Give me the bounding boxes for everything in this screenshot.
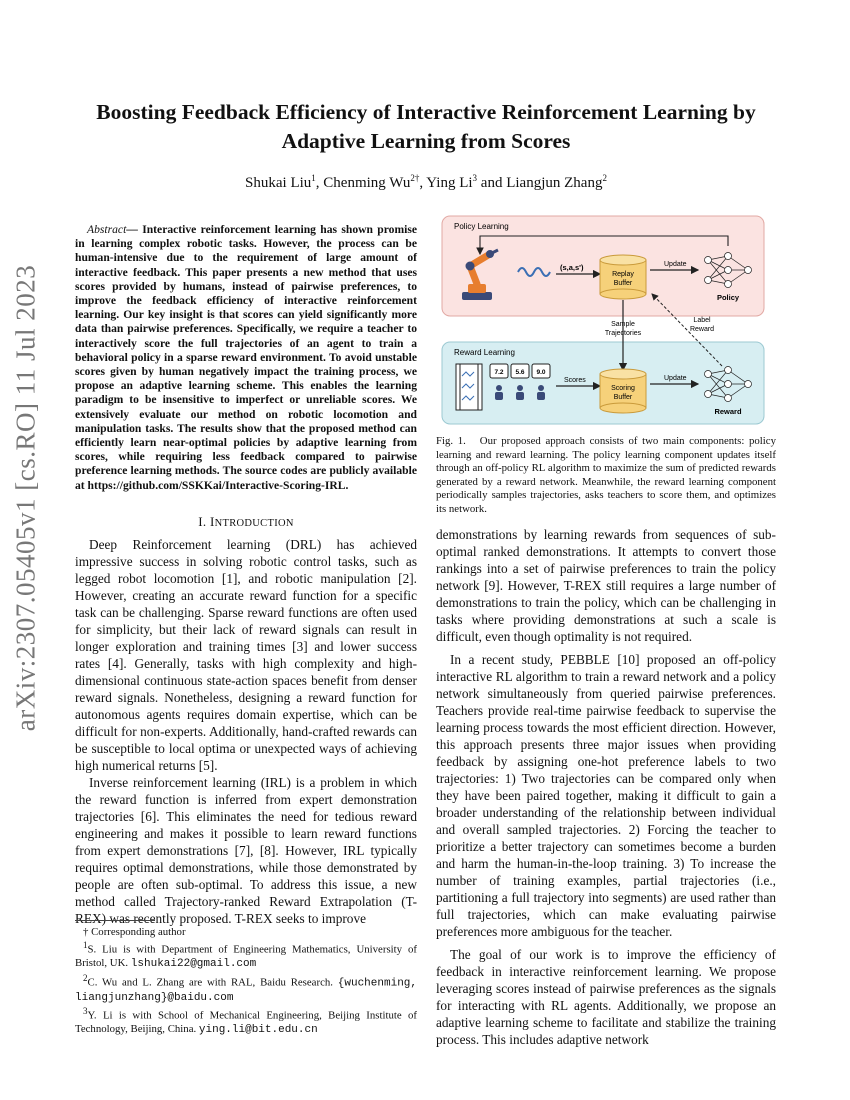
paragraph: demonstrations by learning rewards from sequences of sub-optimal ranked demonstrations. It attempts to convert those rankings into a set of pairwise preferences to train the policy network [9]. However, T-REX still requires a large number of demonstrations to train the policy, which can be challenging in tasks where providing demonstrations at such a scale is difficult, even though optimality is not required.	[436, 527, 776, 644]
policy-label: Policy	[716, 293, 740, 302]
scoring-buffer-label: Buffer	[613, 394, 633, 401]
email: {wuchenming, liangjunzhang}@baidu.com	[75, 977, 417, 1004]
abstract-label: Abstract	[87, 223, 127, 236]
update-label: Update	[664, 261, 687, 268]
score-value: 7.2	[494, 369, 504, 376]
score-value: 9.0	[536, 369, 546, 376]
footnote: $^3$Y. Li is with School of Mechanical Engineering, Beijing Institute of Technology, Beijing, China. ying.li@bit.edu.cn	[75, 1006, 417, 1037]
arxiv-identifier	[4, 264, 48, 732]
paragraph: Deep Reinforcement learning (DRL) has achieved impressive success in solving robotic control tasks, such as legged robot locomotion [1], and robotic manipulation [2]. However, creating an accurate reward function for a specific task can be challenging. Sparse reward functions are often used for simplicity, but their lack of reward signals can result in longer exploration and training times [3] and lower success rates [4]. Generally, tasks with high complexity and high-dimensional continuous state-action spaces benefit from denser reward signals. Nonetheless, designing a reward function for autonomous agents requires domain expertise, which can be difficult for non-experts. Additionally, hand-crafted rewards can be susceptible to local optima or unexpected ways of achieving high numerical returns [5].	[75, 537, 417, 773]
trajectory-filmstrip-icon	[456, 364, 482, 410]
score-value: 5.6	[515, 369, 525, 376]
caption-label: Fig. 1.	[436, 435, 466, 447]
left-column-body	[75, 536, 417, 927]
author-name: Chenming Wu	[323, 175, 411, 191]
paper-title: Boosting Feedback Efficiency of Interactive Reinforcement Learning by Adaptive Learning from Scores	[96, 100, 756, 153]
replay-buffer-label: Replay	[612, 271, 634, 278]
figure-1	[440, 214, 768, 426]
caption-text: Our proposed approach consists of two main components: policy learning and reward learning. The policy learning component updates itself through an off-policy RL algorithm to maximize the sum of predicted rewards generated by a reward network. Meanwhile, the reward learning component periodically samples trajectories, asks teachers to score them, and optimizes its network.	[436, 435, 776, 515]
reward-learning-label: Reward Learning	[454, 348, 515, 357]
author-name: Liangjun Zhang	[506, 175, 603, 191]
footnote: † Corresponding author	[83, 926, 186, 938]
paragraph: The goal of our work is to improve the efficiency of feedback in interactive reinforcement learning. We propose leveraging scores instead of pairwise preferences as the signals for interacting with RL agents. Additionally, we propose an adaptive learning scheme to facilitate and stabilize the training process. This includes adaptive network	[436, 947, 776, 1047]
reward-label: Reward	[714, 407, 742, 416]
sample-label: Trajectories	[604, 330, 642, 337]
footnote: $^1$S. Liu is with Department of Engineering Mathematics, University of Bristol, UK. lshukai22@gmail.com	[75, 940, 417, 971]
email: lshukai22@gmail.com	[130, 958, 257, 971]
author-name: Ying Li	[426, 175, 473, 191]
paragraph: Inverse reinforcement learning (IRL) is a problem in which the reward function is inferred from expert demonstration trajectories [6]. This eliminates the need for tedious reward engineering and makes it possible to learn reward functions from expert demonstrations [7], [8]. However, IRL typically requires optimal demonstrations, while those demonstrated by people are often sub-optimal. To address this issue, a new method called Trajectory-ranked Reward Extrapolation (T-REX) was recently proposed. T-REX seeks to improve	[75, 775, 417, 926]
scoring-buffer-label: Scoring	[611, 385, 635, 392]
sample-label: Sample	[611, 321, 635, 328]
author-list: Shukai Liu$^1$, Chenming $Wu^{2\dagger}$, Ying Li$^3$ and Liangjun Zhang$^2$	[245, 173, 607, 191]
paragraph: In a recent study, PEBBLE [10] proposed an off-policy interactive RL algorithm to train a reward network and a policy network simultaneously from queried pairwise preferences. Teachers provide real-time pairwise feedback to supervise the learning process towards the most efficient direction. However, this approach presents three major issues when providing feedback by assigning one-hot preference labels to two trajectories: 1) Two trajectories can be compared only when they have been paired together, making it difficult to gain a broader understanding of the relationship between individual and overall sampled trajectories. 2) Forcing the teacher to prioritize a better trajectory can sometimes become a burden and harm the human-in-the-loop training. 3) To increase the number of training examples, partial trajectories (i.e., partitioning a full trajectory into segments) are used rather than full trajectories, which can make evaluating pairwise preferences more ambiguous for the teacher.	[436, 652, 776, 939]
abstract-text: — Interactive reinforcement learning has shown promise in learning complex robotic tasks. However, the process can be human-intensive due to the requirement of large amount of interactive feedback. This paper presents a new method that uses scores provided by humans, instead of pairwise preferences, to improve the feedback efficiency of interactive reinforcement learning. Our key insight is that scores can yield significantly more data than pairwise preferences. Specifically, we require a teacher to interactively score the full trajectories of an agent to train a behavioral policy in a sparse reward environment. To avoid unstable scores given by human negatively impact the training process, we propose an adaptive learning scheme. This enables the learning paradigm to be insensitive to imperfect or unreliable scores. We extensively evaluate our method on robotic locomotion and manipulation tasks. The results show that the proposed method can efficiently learn near-optimal policies by adaptive learning from scores, while requiring less feedback compared to pairwise preference learning methods. The source codes are publicly available at https://github.com/SSKKai/Interactive-Scoring-IRL.	[75, 223, 417, 492]
scores-label: Scores	[564, 377, 586, 384]
footnotes	[75, 926, 417, 1038]
section-heading: I. INTRODUCTION	[198, 514, 294, 529]
email: ying.li@bit.edu.cn	[198, 1024, 318, 1037]
arxiv-id-text: arXiv:2307.05405v1 [cs.RO] 11 Jul 2023	[10, 264, 41, 732]
update-label: Update	[664, 375, 687, 382]
author-name: Shukai Liu	[245, 175, 312, 191]
label-reward-text: Reward	[689, 326, 715, 333]
transition-label: (s,a,s')	[560, 263, 584, 272]
policy-learning-label: Policy Learning	[454, 222, 509, 231]
abstract	[75, 223, 417, 493]
right-column-body	[436, 526, 776, 1048]
figure-caption	[436, 435, 776, 516]
label-reward-text: Label	[693, 317, 711, 324]
footnote: $^2$C. Wu and L. Zhang are with RAL, Baidu Research. {wuchenming, liangjunzhang}@baidu.com	[75, 972, 417, 1004]
replay-buffer-label: Buffer	[613, 280, 633, 287]
footnote-rule	[75, 920, 155, 921]
figure-diagram	[440, 214, 768, 426]
